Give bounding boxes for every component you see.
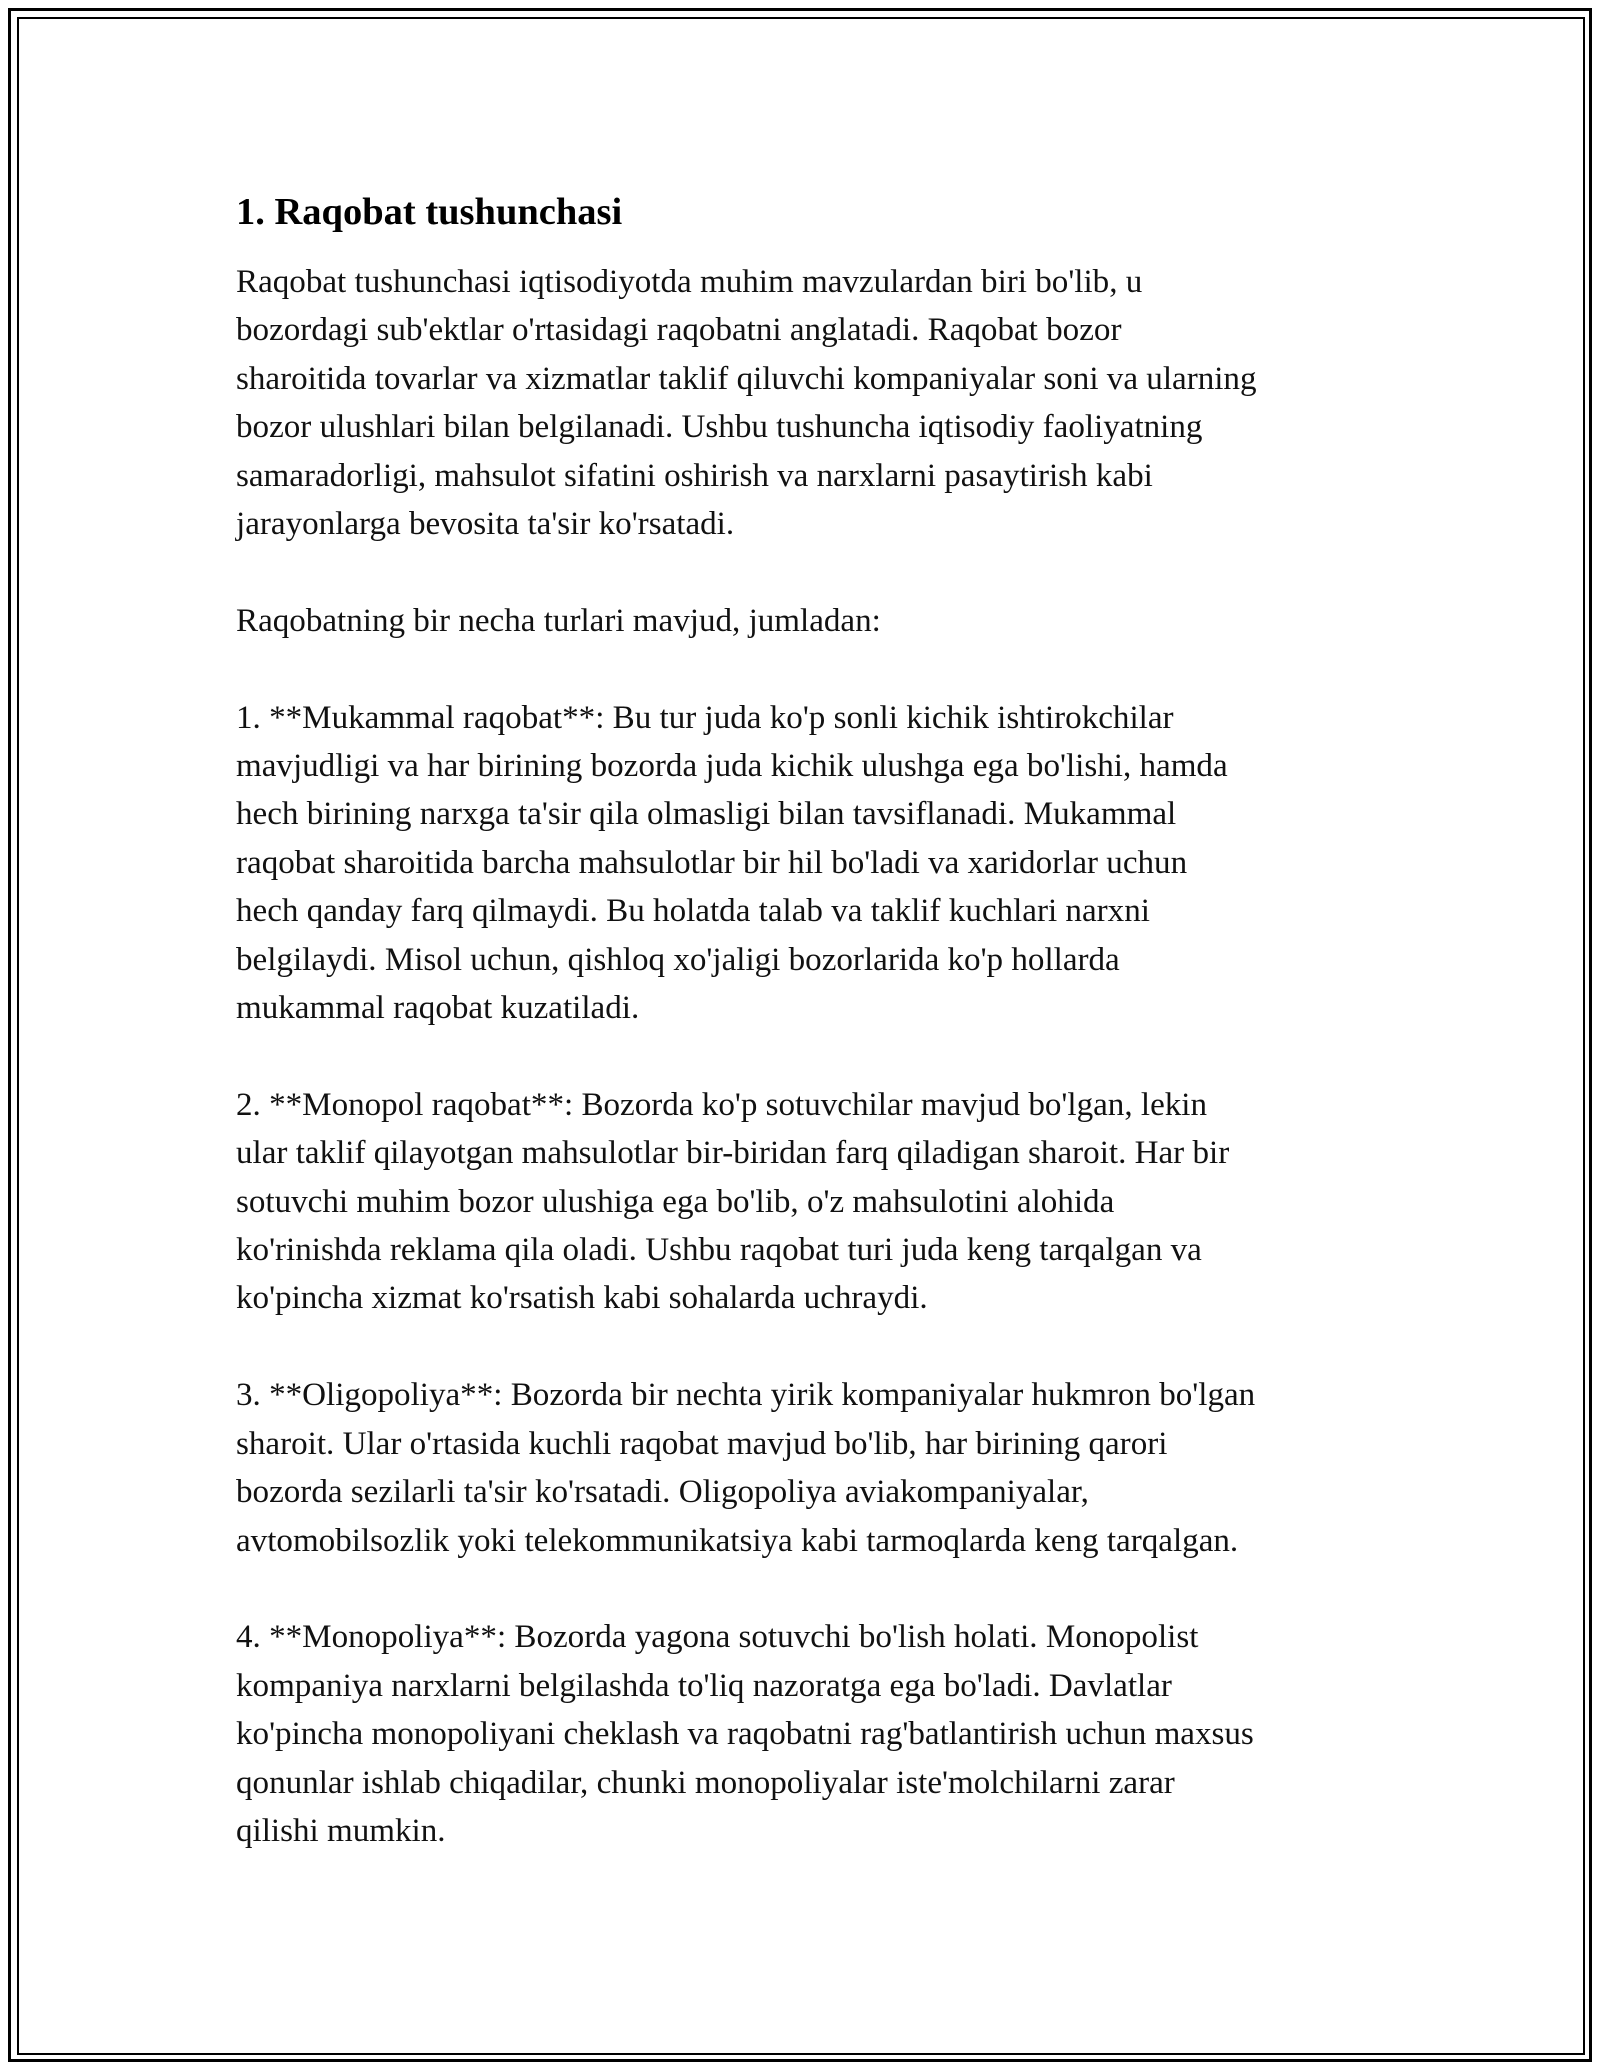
paragraph-oligopoly <box>236 1371 1386 1565</box>
text-line: jarayonlarga bevosita ta'sir ko'rsatadi. <box>236 506 735 543</box>
text-line: hech qanday farq qilmaydi. Bu holatda talab va taklif kuchlari narxni <box>236 893 1150 930</box>
text-line: Raqobatning bir necha turlari mavjud, jumladan: <box>236 602 881 639</box>
text-line: bozorda sezilarli ta'sir ko'rsatadi. Oligopoliya aviakompaniyalar, <box>236 1474 1089 1511</box>
paragraph-monopoly <box>236 1613 1386 1855</box>
text-line: ular taklif qilayotgan mahsulotlar bir-biridan farq qiladigan sharoit. Har bir <box>236 1135 1230 1172</box>
text-line: sharoitida tovarlar va xizmatlar taklif qiluvchi kompaniyalar soni va ularning <box>236 360 1257 397</box>
text-line: bozordagi sub'ektlar o'rtasidagi raqobatni anglatadi. Raqobat bozor <box>236 312 1122 349</box>
paragraph-intro <box>236 258 1386 548</box>
text-line: Raqobat tushunchasi iqtisodiyotda muhim mavzulardan biri bo'lib, u <box>236 264 1143 300</box>
text-line: belgilaydi. Misol uchun, qishloq xo'jaligi bozorlarida ko'p hollarda <box>236 941 1120 978</box>
text-line: ko'pincha xizmat ko'rsatish kabi sohalarda uchraydi. <box>236 1280 928 1317</box>
text-line: 3. **Oligopoliya**: Bozorda bir nechta yirik kompaniyalar hukmron bo'lgan <box>236 1377 1256 1414</box>
text-line: sharoit. Ular o'rtasida kuchli raqobat mavjud bo'lib, har birining qarori <box>236 1425 1168 1462</box>
text-line: qilishi mumkin. <box>236 1812 446 1849</box>
section-heading: 1. Raqobat tushunchasi <box>236 191 623 233</box>
paragraph-types-intro <box>236 597 1386 645</box>
text-line: mavjudligi va har birining bozorda juda kichik ulushga ega bo'lishi, hamda <box>236 748 1228 785</box>
text-line: kompaniya narxlarni belgilashda to'liq nazoratga ega bo'ladi. Davlatlar <box>236 1667 1172 1704</box>
text-line: avtomobilsozlik yoki telekommunikatsiya kabi tarmoqlarda keng tarqalgan. <box>236 1522 1239 1559</box>
text-line: 2. **Monopol raqobat**: Bozorda ko'p sotuvchilar mavjud bo'lgan, lekin <box>236 1086 1208 1123</box>
text-line: ko'pincha monopoliyani cheklash va raqobatni rag'batlantirish uchun maxsus <box>236 1716 1254 1753</box>
text-line: sotuvchi muhim bozor ulushiga ega bo'lib, o'z mahsulotini alohida <box>236 1183 1115 1220</box>
text-line: mukammal raqobat kuzatiladi. <box>236 990 640 1027</box>
paragraph-perfect-competition <box>236 694 1386 1033</box>
document-body <box>236 186 1386 1904</box>
paragraph-monopolistic-competition <box>236 1081 1386 1323</box>
text-line: bozor ulushlari bilan belgilanadi. Ushbu tushuncha iqtisodiy faoliyatning <box>236 409 1203 446</box>
text-line: raqobat sharoitida barcha mahsulotlar bir hil bo'ladi va xaridorlar uchun <box>236 844 1188 881</box>
text-line: 4. **Monopoliya**: Bozorda yagona sotuvchi bo'lish holati. Monopolist <box>236 1619 1199 1656</box>
text-line: ko'rinishda reklama qila oladi. Ushbu raqobat turi juda keng tarqalgan va <box>236 1232 1202 1269</box>
text-line: qonunlar ishlab chiqadilar, chunki monopoliyalar iste'molchilarni zarar <box>236 1764 1175 1801</box>
text-line: 1. **Mukammal raqobat**: Bu tur juda ko'p sonli kichik ishtirokchilar <box>236 699 1174 736</box>
text-line: samaradorligi, mahsulot sifatini oshirish va narxlarni pasaytirish kabi <box>236 457 1153 494</box>
text-line: hech birining narxga ta'sir qila olmasligi bilan tavsiflanadi. Mukammal <box>236 796 1177 833</box>
